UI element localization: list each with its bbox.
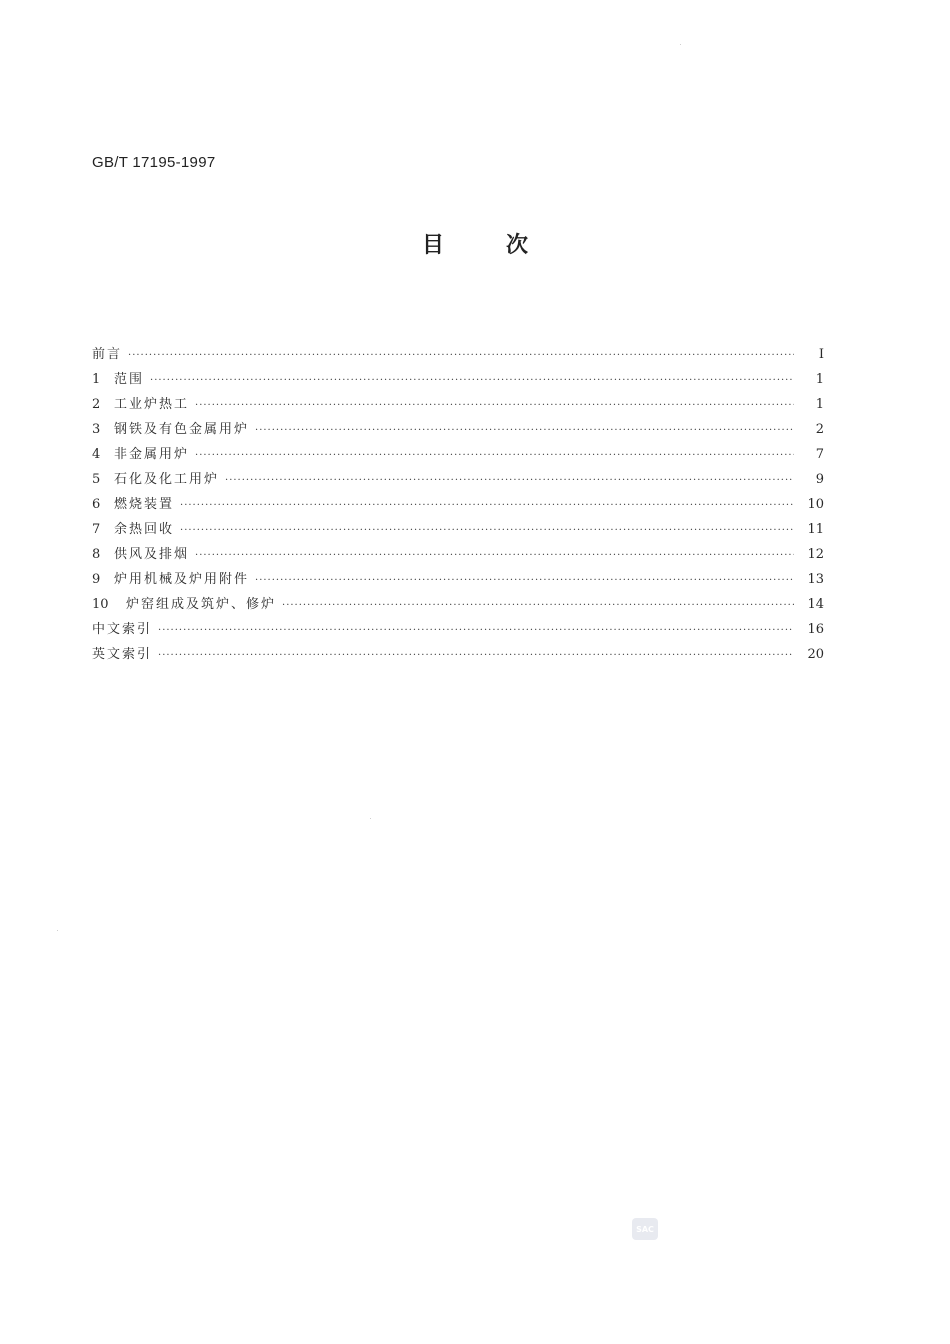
toc-leader-dots bbox=[255, 568, 794, 593]
toc-entry-number: 2 bbox=[92, 397, 101, 412]
toc-entry-label: 余热回收 bbox=[114, 522, 175, 537]
toc-entry-page: 1 bbox=[815, 397, 824, 412]
toc-entry-3[interactable] bbox=[92, 417, 824, 442]
toc-entry-1[interactable] bbox=[92, 367, 824, 392]
table-of-contents bbox=[92, 342, 824, 667]
toc-entry-label: 工业炉热工 bbox=[114, 397, 190, 412]
toc-leader-dots bbox=[158, 643, 794, 668]
toc-title: 目次 bbox=[421, 233, 590, 258]
scan-speck bbox=[370, 818, 371, 819]
toc-entry-page: 13 bbox=[807, 572, 824, 587]
toc-entry-page: 9 bbox=[815, 472, 824, 487]
standard-code: GB/T 17195-1997 bbox=[92, 154, 216, 171]
sac-watermark-logo: SAC bbox=[632, 1218, 658, 1240]
toc-entry-page: 2 bbox=[815, 422, 824, 437]
toc-entry-number: 6 bbox=[92, 497, 101, 512]
toc-entry-page: 20 bbox=[807, 647, 824, 662]
toc-leader-dots bbox=[225, 468, 794, 493]
toc-entry-chinese-index[interactable] bbox=[92, 617, 824, 642]
toc-entry-number: 4 bbox=[92, 447, 101, 462]
toc-entry-2[interactable] bbox=[92, 392, 824, 417]
toc-leader-dots bbox=[282, 593, 794, 618]
toc-entry-page: 1 bbox=[815, 372, 824, 387]
toc-entry-label: 炉用机械及炉用附件 bbox=[114, 572, 250, 587]
toc-leader-dots bbox=[180, 493, 794, 518]
toc-entry-label: 范围 bbox=[114, 372, 145, 387]
toc-entry-page: 10 bbox=[807, 497, 824, 512]
toc-entry-7[interactable] bbox=[92, 517, 824, 542]
toc-entry-4[interactable] bbox=[92, 442, 824, 467]
toc-entry-page: 12 bbox=[807, 547, 824, 562]
toc-entry-number: 8 bbox=[92, 547, 101, 562]
toc-entry-label: 英文索引 bbox=[92, 647, 153, 662]
toc-entry-foreword[interactable] bbox=[92, 342, 824, 367]
toc-entry-8[interactable] bbox=[92, 542, 824, 567]
toc-entry-label: 供风及排烟 bbox=[114, 547, 190, 562]
toc-entry-label: 中文索引 bbox=[92, 622, 153, 637]
toc-leader-dots bbox=[195, 443, 794, 468]
toc-leader-dots bbox=[180, 518, 794, 543]
toc-entry-page: I bbox=[818, 347, 824, 362]
toc-entry-number: 7 bbox=[92, 522, 101, 537]
toc-entry-label: 钢铁及有色金属用炉 bbox=[114, 422, 250, 437]
toc-entry-label: 非金属用炉 bbox=[114, 447, 190, 462]
toc-entry-english-index[interactable] bbox=[92, 642, 824, 667]
toc-entry-page: 16 bbox=[807, 622, 824, 637]
scan-speck bbox=[680, 44, 681, 45]
toc-entry-10[interactable] bbox=[92, 592, 824, 617]
toc-entry-label: 石化及化工用炉 bbox=[114, 472, 220, 487]
toc-leader-dots bbox=[158, 618, 794, 643]
toc-entry-9[interactable] bbox=[92, 567, 824, 592]
toc-entry-label: 燃烧装置 bbox=[114, 497, 175, 512]
toc-leader-dots bbox=[255, 418, 794, 443]
toc-leader-dots bbox=[195, 393, 794, 418]
toc-entry-page: 14 bbox=[807, 597, 824, 612]
toc-entry-number: 9 bbox=[92, 572, 101, 587]
scan-speck bbox=[57, 930, 58, 931]
toc-leader-dots bbox=[195, 543, 794, 568]
toc-entry-number: 5 bbox=[92, 472, 101, 487]
toc-entry-page: 11 bbox=[807, 522, 824, 537]
toc-entry-label: 炉窑组成及筑炉、修炉 bbox=[126, 597, 277, 612]
toc-entry-number: 10 bbox=[92, 597, 109, 612]
toc-entry-page: 7 bbox=[815, 447, 824, 462]
toc-entry-label: 前言 bbox=[92, 347, 123, 362]
toc-entry-5[interactable] bbox=[92, 467, 824, 492]
toc-entry-number: 3 bbox=[92, 422, 101, 437]
toc-leader-dots bbox=[128, 343, 794, 368]
toc-leader-dots bbox=[150, 368, 794, 393]
toc-entry-6[interactable] bbox=[92, 492, 824, 517]
toc-entry-number: 1 bbox=[92, 372, 101, 387]
